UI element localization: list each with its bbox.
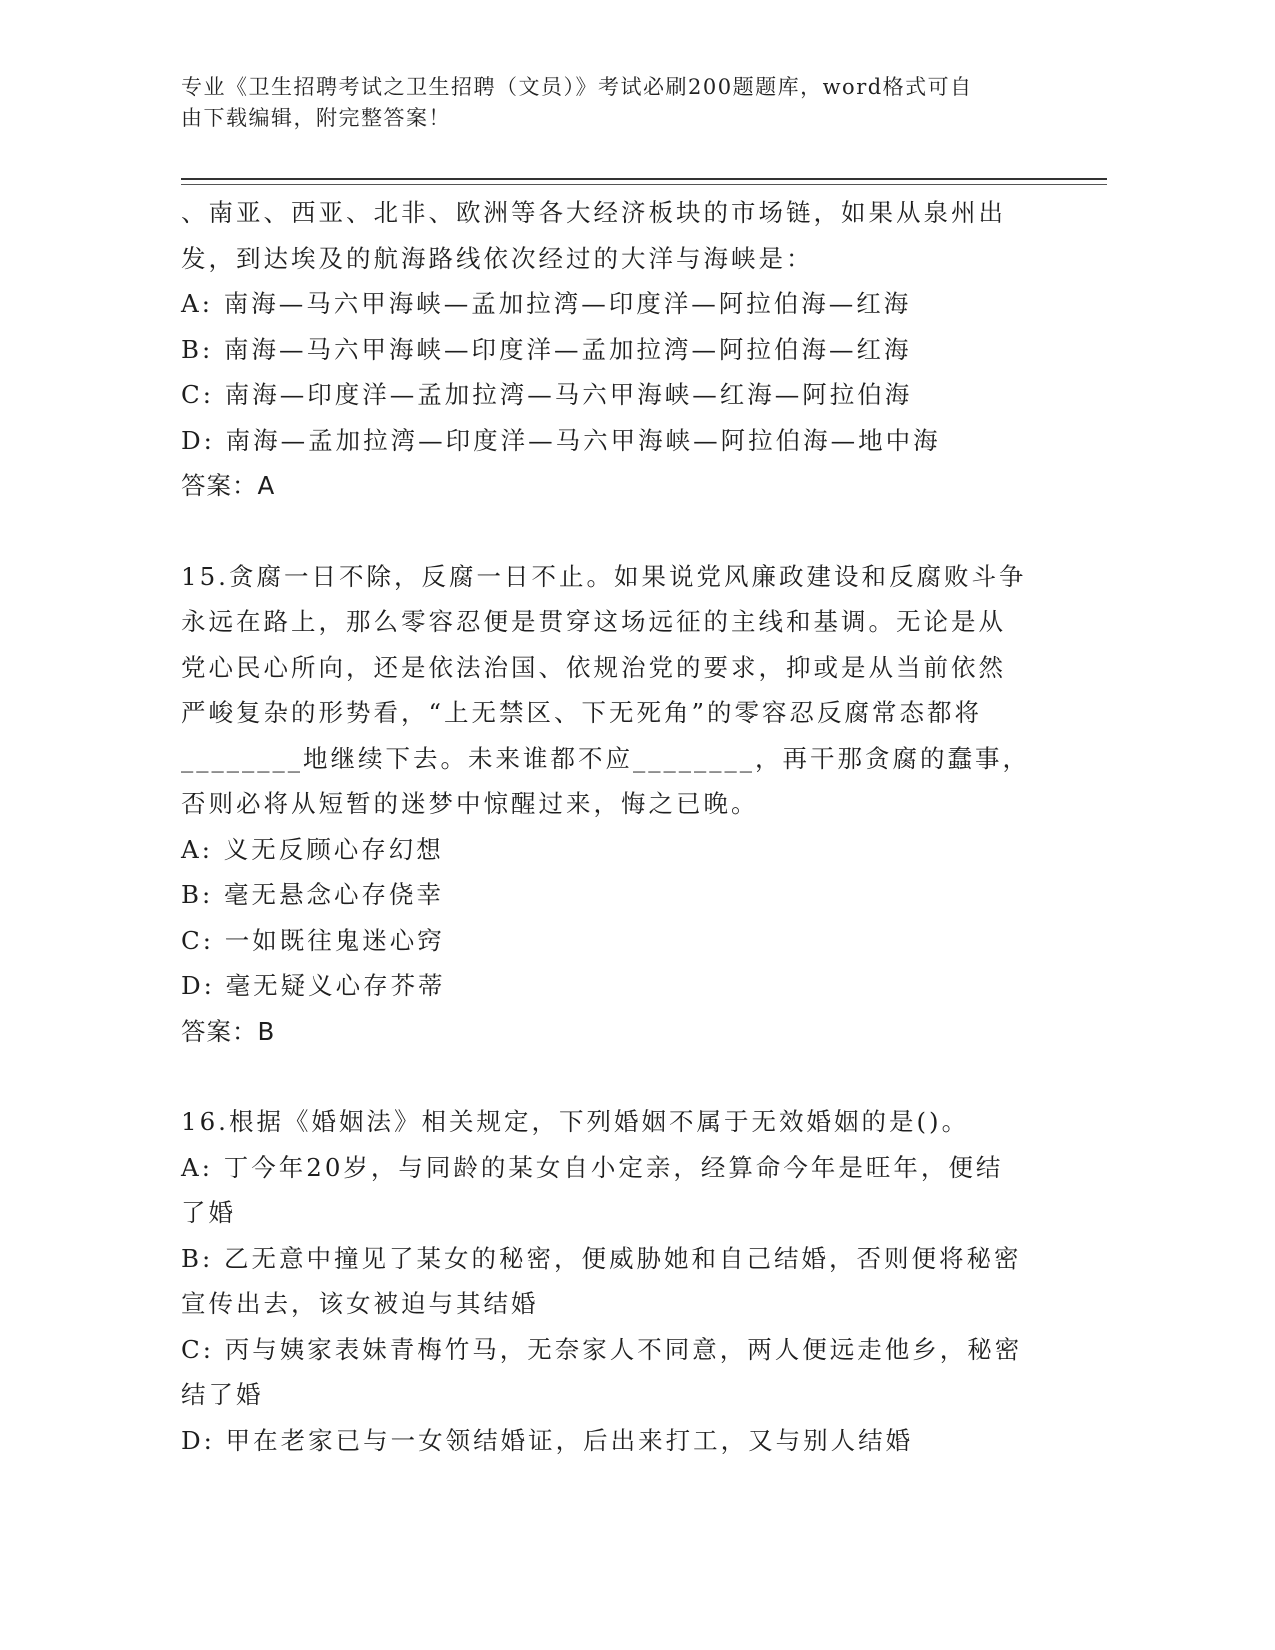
question-15 — [181, 554, 1061, 1055]
option-a: A: 南海—马六甲海峡—孟加拉湾—印度洋—阿拉伯海—红海 — [181, 289, 912, 318]
question-stem-line: 15.贪腐一日不除，反腐一日不止。如果说党风廉政建设和反腐败斗争 — [181, 561, 1027, 591]
header-divider-thin — [181, 184, 1107, 185]
document-header — [181, 72, 1061, 134]
question-16 — [181, 1099, 1061, 1463]
question-stem-line: 严峻复杂的形势看，“上无禁区、下无死角”的零容忍反腐常态都将 — [181, 698, 983, 727]
option-c: C: 丙与姨家表妹青梅竹马，无奈家人不同意，两人便远走他乡，秘密 — [181, 1334, 1023, 1364]
option-c: C: 南海—印度洋—孟加拉湾—马六甲海峡—红海—阿拉伯海 — [181, 380, 913, 409]
option-b: B: 南海—马六甲海峡—印度洋—孟加拉湾—阿拉伯海—红海 — [181, 334, 912, 364]
question-spacer — [181, 509, 1061, 554]
question-stem-line: 、南亚、西亚、北非、欧洲等各大经济板块的市场链，如果从泉州出 — [181, 198, 1006, 227]
header-line-2: 由下载编辑，附完整答案！ — [181, 106, 451, 130]
question-stem-line: 发，到达埃及的航海路线依次经过的大洋与海峡是： — [181, 243, 814, 273]
option-d: D: 南海—孟加拉湾—印度洋—马六甲海峡—阿拉伯海—地中海 — [181, 425, 941, 455]
option-b: B: 乙无意中撞见了某女的秘密，便威胁她和自己结婚，否则便将秘密 — [181, 1243, 1022, 1273]
question-spacer — [181, 1054, 1061, 1099]
option-a-continued: 了婚 — [181, 1198, 236, 1227]
option-b: B: 毫无悬念心存侥幸 — [181, 880, 445, 909]
answer-line: 答案：A — [181, 471, 276, 500]
answer-line: 答案：B — [181, 1016, 276, 1046]
option-d: D: 毫无疑义心存芥蒂 — [181, 971, 446, 1000]
question-stem-line: ________地继续下去。未来谁都不应________，再干那贪腐的蠢事， — [181, 743, 1030, 773]
document-body — [181, 190, 1061, 1463]
question-stem-line: 永远在路上，那么零容忍便是贯穿这场远征的主线和基调。无论是从 — [181, 607, 1006, 636]
header-line-1: 专业《卫生招聘考试之卫生招聘（文员）》考试必刷200题题库，word格式可自 — [181, 75, 973, 99]
question-14 — [181, 190, 1061, 509]
option-d: D: 甲在老家已与一女领结婚证，后出来打工，又与别人结婚 — [181, 1425, 914, 1455]
question-stem-line: 否则必将从短暂的迷梦中惊醒过来，悔之已晚。 — [181, 789, 759, 818]
question-stem-line: 党心民心所向，还是依法治国、依规治党的要求，抑或是从当前依然 — [181, 652, 1006, 682]
header-divider-thick — [181, 178, 1107, 180]
question-stem-line: 16.根据《婚姻法》相关规定，下列婚姻不属于无效婚姻的是()。 — [181, 1107, 970, 1136]
option-c-continued: 结了婚 — [181, 1380, 264, 1409]
option-c: C: 一如既往鬼迷心窍 — [181, 925, 445, 955]
option-a: A: 义无反顾心存幻想 — [181, 834, 444, 864]
option-b-continued: 宣传出去，该女被迫与其结婚 — [181, 1289, 539, 1318]
option-a: A: 丁今年20岁，与同龄的某女自小定亲，经算命今年是旺年，便结 — [181, 1152, 1004, 1182]
